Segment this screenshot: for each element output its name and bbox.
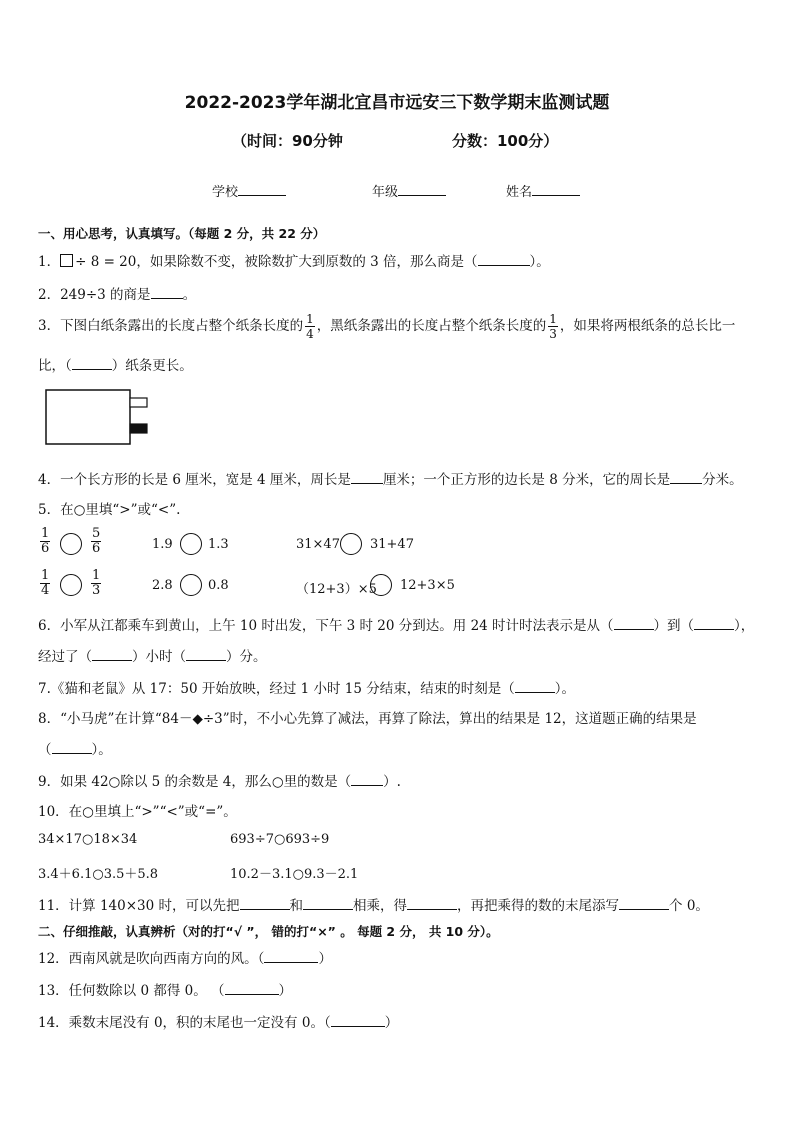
question-3-cont — [38, 354, 193, 374]
q10-r2-a: 3.4＋6.1○3.5＋5.8 — [38, 867, 159, 882]
q5-r1-b1: 1.9 — [152, 537, 173, 552]
q10-r1-a: 34×17○18×34 — [38, 832, 138, 847]
q6-blank-1 — [614, 617, 654, 630]
q7-end: ）。 — [554, 681, 576, 697]
q6-text-e: ）小时（ — [132, 649, 186, 665]
exam-score: 分数：100分） — [452, 132, 559, 150]
square-placeholder-icon — [60, 254, 73, 267]
q6-text-d: 经过了（ — [38, 649, 92, 665]
q4-blank-1 — [351, 471, 383, 484]
q11-blank-3 — [407, 897, 457, 910]
q3-fraction-2 — [548, 312, 558, 341]
q6-text-b: ）到（ — [653, 618, 695, 634]
school-blank — [238, 183, 286, 196]
grade-field — [372, 181, 446, 200]
compare-circle[interactable] — [180, 533, 202, 555]
question-4 — [38, 468, 743, 488]
q3-f2-num: 1 — [549, 312, 557, 326]
q5-r1-c1: 31×47 — [296, 537, 340, 552]
compare-circle[interactable] — [60, 533, 82, 555]
q5-r1f2-num: 5 — [92, 526, 101, 541]
q9-blank — [351, 773, 383, 786]
name-label: 姓名 — [506, 185, 533, 200]
q4-text-b: 厘米；一个正方形的边长是 8 分米，它的周长是 — [382, 472, 671, 488]
q5-r2f1-num: 1 — [41, 568, 50, 583]
question-7 — [38, 677, 575, 697]
question-8-cont — [38, 738, 112, 758]
q5-r2-frac-right — [91, 569, 101, 598]
white-strip — [130, 398, 147, 407]
question-12 — [38, 947, 332, 967]
q6-blank-3 — [92, 648, 132, 661]
q5-r2-c2: 12+3×5 — [400, 578, 455, 593]
q5-r1-c2: 31+47 — [370, 537, 414, 552]
q6-blank-2 — [694, 617, 734, 630]
q11-blank-2 — [303, 897, 353, 910]
q14-text: 14．乘数末尾没有 0，积的末尾也一定没有 0。（ — [38, 1015, 331, 1031]
q12-blank — [264, 950, 318, 963]
q3-blank — [72, 357, 112, 370]
question-8: 8．“小马虎”在计算“84－◆÷3”时，不小心先算了减法，再算了除法，算出的结果是 12，这道题正确的结果是 — [38, 711, 697, 727]
exam-title: 2022-2023学年湖北宜昌市远安三下数学期末监测试题 — [184, 93, 610, 113]
q6-text-f: ）分。 — [226, 649, 267, 665]
q12-end: ） — [318, 951, 332, 967]
q3-f2-den: 3 — [549, 327, 557, 341]
q6-text-a: 6．小军从江都乘车到黄山，上午 10 时出发，下午 3 时 20 分到达。用 24 时计时法表示是从（ — [38, 618, 614, 634]
q5-r1f2-den: 6 — [92, 541, 101, 556]
q5-r2f2-num: 1 — [92, 568, 101, 583]
q3-f1-den: 4 — [306, 327, 314, 341]
q11-text-b: 和 — [289, 898, 304, 914]
q5-r1-frac-right — [91, 527, 101, 556]
q5-r2-frac-left — [40, 569, 50, 598]
q1-text: ÷ 8 = 20，如果除数不变，被除数扩大到原数的 3 倍，那么商是（ — [75, 254, 478, 270]
q8-end: ）。 — [91, 742, 112, 758]
q5-r1-b2: 1.3 — [208, 537, 229, 552]
q6-text-c: ）， — [734, 618, 755, 634]
q11-blank-4 — [619, 897, 669, 910]
q2-text: 2．249÷3 的商是 — [38, 287, 151, 303]
compare-circle[interactable] — [340, 533, 362, 555]
question-9 — [38, 770, 401, 790]
q11-text-d: ，再把乘得的数的末尾添写 — [457, 898, 620, 914]
question-3 — [38, 312, 735, 341]
compare-circle[interactable] — [180, 574, 202, 596]
q13-text: 13．任何数除以 0 都得 0。 （ — [38, 983, 225, 999]
outer-strip — [46, 390, 130, 444]
q11-blank-1 — [240, 897, 290, 910]
q3-text-d: 比，（ — [38, 358, 72, 374]
q1-number: 1． — [38, 254, 61, 270]
q3-text-e: ）纸条更长。 — [111, 358, 193, 374]
q4-blank-2 — [670, 471, 702, 484]
q5-r1-frac-left — [40, 527, 50, 556]
exam-time: （时间：90分钟 — [232, 132, 343, 150]
paper-strip-figure — [44, 386, 154, 448]
q10-r1-b: 693÷7○693÷9 — [230, 832, 330, 847]
question-11 — [38, 894, 709, 914]
q3-text-a: 3．下图白纸条露出的长度占整个纸条长度的 — [38, 318, 304, 334]
school-field — [212, 181, 286, 200]
q8-blank — [52, 741, 92, 754]
q9-text: 9．如果 42○除以 5 的余数是 4，那么○里的数是（ — [38, 774, 352, 790]
question-1 — [38, 250, 550, 270]
q5-r1f1-num: 1 — [41, 526, 50, 541]
q4-text-c: 分米。 — [702, 472, 743, 488]
q3-text-b: ，黑纸条露出的长度占整个纸条长度的 — [316, 318, 547, 334]
q1-blank — [478, 253, 530, 266]
q8-open: （ — [38, 742, 52, 758]
q6-blank-4 — [186, 648, 226, 661]
q11-text-c: 相乘，得 — [353, 898, 408, 914]
question-6-cont — [38, 645, 267, 665]
q5-r2f2-den: 3 — [92, 583, 101, 598]
compare-circle[interactable] — [370, 574, 392, 596]
black-strip — [130, 424, 147, 433]
section-2-heading: 二、仔细推敲，认真辨析（对的打“√ ”， 错的打“×” 。 每题 2 分， 共 10 分）。 — [38, 924, 499, 939]
q3-text-c: ，如果将两根纸条的总长比一 — [559, 318, 736, 334]
question-14 — [38, 1011, 398, 1031]
q2-blank — [151, 286, 183, 299]
compare-circle[interactable] — [60, 574, 82, 596]
q2-end: 。 — [182, 287, 197, 303]
q5-r2-b2: 0.8 — [208, 578, 229, 593]
q12-text: 12．西南风就是吹向西南方向的风。（ — [38, 951, 265, 967]
q5-r2-b1: 2.8 — [152, 578, 173, 593]
q3-f1-num: 1 — [306, 312, 314, 326]
grade-blank — [398, 183, 446, 196]
q4-text-a: 4．一个长方形的长是 6 厘米，宽是 4 厘米，周长是 — [38, 472, 351, 488]
question-10: 10．在○里填上“>”“<”或“=”。 — [38, 804, 237, 820]
school-label: 学校 — [212, 185, 239, 200]
section-1-heading: 一、用心思考，认真填写。（每题 2 分，共 22 分） — [38, 226, 326, 241]
name-field — [506, 181, 580, 200]
q7-blank — [515, 680, 555, 693]
question-13 — [38, 979, 292, 999]
q11-text-a: 11．计算 140×30 时，可以先把 — [38, 898, 240, 914]
q7-text: 7.《猫和老鼠》从 17：50 开始放映，经过 1 小时 15 分结束，结束的时刻是（ — [38, 681, 515, 697]
q14-end: ） — [384, 1015, 399, 1031]
question-6 — [38, 614, 754, 634]
q10-r2-b: 10.2－3.1○9.3－2.1 — [230, 867, 359, 882]
q13-end: ） — [278, 983, 293, 999]
q5-r2-c1: （12+3）×5 — [296, 582, 377, 597]
grade-label: 年级 — [372, 185, 399, 200]
q1-end: ）。 — [529, 254, 550, 270]
question-5: 5．在○里填“>”或“<”. — [38, 502, 181, 518]
q14-blank — [331, 1014, 385, 1027]
q9-end: ）. — [383, 774, 401, 790]
q3-fraction-1 — [305, 312, 315, 341]
name-blank — [532, 183, 580, 196]
question-2 — [38, 283, 196, 303]
q11-text-e: 个 0。 — [669, 898, 709, 914]
q5-r1f1-den: 6 — [41, 541, 50, 556]
q5-r2f1-den: 4 — [41, 583, 50, 598]
q13-blank — [225, 982, 279, 995]
